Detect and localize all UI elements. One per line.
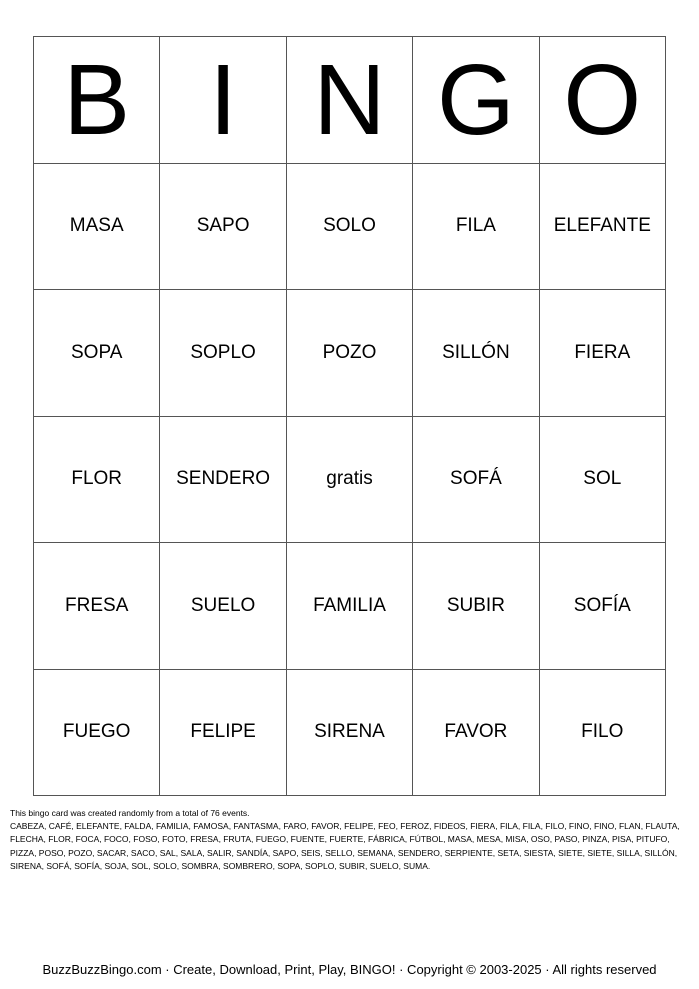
bingo-cell: SOFÍA (540, 543, 666, 670)
bingo-cell: SOLO (287, 164, 413, 291)
bingo-cell: SILLÓN (413, 290, 539, 417)
copyright-footer: BuzzBuzzBingo.com · Create, Download, Print, Play, BINGO! · Copyright © 2003-2025 · All rights reserved (42, 962, 657, 977)
bingo-cell: FUEGO (34, 670, 160, 797)
header-letter-g: G (413, 37, 539, 164)
bingo-cell: SOFÁ (413, 417, 539, 544)
bingo-cell: SOL (540, 417, 666, 544)
header-letter-i: I (160, 37, 286, 164)
bingo-cell: POZO (287, 290, 413, 417)
header-letter-b: B (34, 37, 160, 164)
bingo-cell: MASA (34, 164, 160, 291)
event-list-text: CABEZA, CAFÉ, ELEFANTE, FALDA, FAMILIA, FAMOSA, FANTASMA, FARO, FAVOR, FELIPE, FEO, FEROZ, FIDEOS, FIERA, FILA, FILA, FILO, FINO, FINO, FLAN, FLAUTA, FLECHA, FLOR, FOCA, FOCO, FOSO, FOTO, FRESA, FRUTA, FUEGO, FUENTE, FUERTE, FÁBRICA, FÚTBOL, MASA, MESA, MISA, OSO, PASO, PINZA, PISA, PITUFO, PIZZA, POSO, POZO, SACAR, SACO, SAL, SALA, SALIR, SANDÍA, SAPO, SEIS, SELLO, SEMANA, SENDERO, SERPIENTE, SETA, SIESTA, SIETE, SIETE, SILLA, SILLÓN, SIRENA, SOFÁ, SOFÍA, SOJA, SOL, SOLO, SOMBRA, SOMBRERO, SOPA, SOPLO, SUBIR, SUELO, SUMA. (10, 821, 680, 871)
bingo-cell: FAVOR (413, 670, 539, 797)
header-letter-o: O (540, 37, 666, 164)
bingo-cell: SUELO (160, 543, 286, 670)
bingo-cell: SENDERO (160, 417, 286, 544)
bingo-cell: SIRENA (287, 670, 413, 797)
bingo-cell: SOPA (34, 290, 160, 417)
bingo-card (33, 36, 666, 796)
bingo-cell: FIERA (540, 290, 666, 417)
bingo-cell: ELEFANTE (540, 164, 666, 291)
bingo-cell: SAPO (160, 164, 286, 291)
event-count-text: This bingo card was created randomly from a total of 76 events. (10, 808, 250, 818)
bingo-cell: FAMILIA (287, 543, 413, 670)
header-letter-n: N (287, 37, 413, 164)
free-space-cell: gratis (287, 417, 413, 544)
bingo-cell: SOPLO (160, 290, 286, 417)
event-list-note (10, 807, 690, 873)
bingo-cell: FLOR (34, 417, 160, 544)
bingo-cell: SUBIR (413, 543, 539, 670)
bingo-cell: FILO (540, 670, 666, 797)
bingo-cell: FELIPE (160, 670, 286, 797)
bingo-cell: FILA (413, 164, 539, 291)
bingo-cell: FRESA (34, 543, 160, 670)
